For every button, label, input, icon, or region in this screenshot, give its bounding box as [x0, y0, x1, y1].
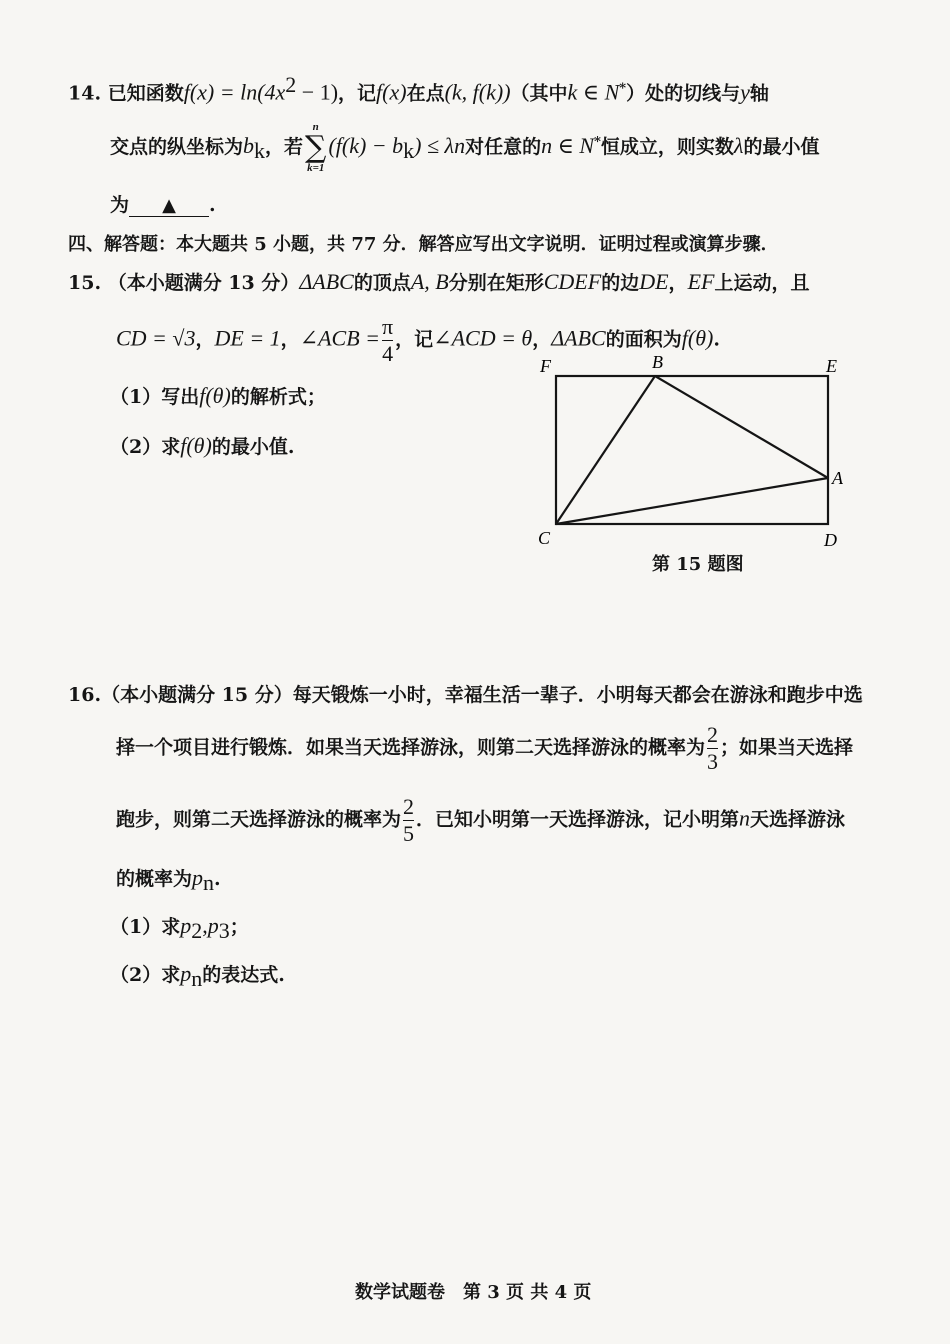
q16-text: 跑步，则第二天选择游泳的概率为 [116, 808, 402, 831]
q15-pi-over-4 [382, 316, 393, 365]
q15-text: 的面积为 [605, 328, 682, 351]
q15-vertices: A, B [410, 269, 449, 294]
q15-figure [520, 350, 860, 580]
q14-text: ，记 [338, 82, 377, 105]
q16-part2 [110, 960, 285, 992]
q16-frac-num: 2 [403, 794, 415, 819]
q16-text: 天选择游泳 [750, 808, 846, 831]
label-e: E [826, 356, 837, 376]
q16-comma: , [202, 913, 208, 938]
q16-frac-2-5 [403, 796, 414, 845]
q15-part2-label: （2）求 [110, 436, 181, 458]
q15-triangle: ΔABC [299, 269, 354, 294]
segment-cb [556, 376, 655, 524]
q16-part1-label: （1）求 [110, 916, 181, 938]
q14-exponent: 2 [285, 72, 297, 97]
q14-k-domain: k ∈ N [567, 79, 620, 105]
q14-fx: f(x) [376, 79, 407, 105]
q15-part2-text: 的最小值. [211, 436, 295, 458]
q15-edge-de: DE [639, 269, 669, 294]
q15-text: ，记 [395, 328, 434, 351]
q14-function-tail: − 1) [296, 79, 339, 105]
q16-frac-den: 5 [403, 821, 415, 846]
q14-text: 交点的纵坐标为 [110, 136, 244, 158]
q15-text: ， [668, 272, 688, 294]
q16-frac-den: 3 [707, 749, 719, 774]
q14-text: 恒成立，则实数 [600, 136, 734, 158]
q14-text: ，若 [265, 136, 304, 158]
q14-text: 为 [110, 194, 130, 216]
q15-text: 的边 [601, 272, 640, 294]
q15-angle-acd: ∠ACD = θ [433, 325, 533, 351]
q14-answer-blank: ▲ [129, 195, 209, 217]
q15-part2 [110, 432, 294, 459]
segment-ba [655, 376, 828, 478]
section4-heading: 四、解答题：本大题共 5 小题，共 77 分．解答应写出文字说明．证明过程或演算步骤． [68, 234, 779, 255]
q15-text: ， [532, 328, 552, 351]
q16-line4 [116, 864, 221, 896]
q15-rect: CDEF [543, 269, 602, 294]
q16-text: ．已知小明第一天选择游泳，记小明第 [416, 808, 740, 831]
q14-lambda: λ [733, 133, 744, 158]
q15-de: DE = 1 [214, 325, 281, 351]
q16-pn2: p [180, 961, 192, 986]
figure-caption: 第 15 题图 [652, 554, 744, 575]
q15-part1-label: （1）写出 [110, 386, 200, 408]
q14-sum-sub: k [403, 137, 415, 163]
q15-number: 15. [68, 272, 102, 294]
label-a: A [832, 468, 843, 488]
q16-text: （本小题满分 15 分）每天锻炼一小时，幸福生活一辈子．小明每天都会在游泳和跑步中选 [101, 684, 863, 706]
q15-text: . [713, 328, 720, 351]
q16-line1 [68, 680, 863, 707]
q16-frac-2-3 [707, 724, 718, 773]
q15-frac-den: 4 [382, 341, 394, 366]
q16-p3-sub: 3 [218, 917, 230, 943]
q14-sum-top: n [312, 121, 319, 133]
q16-line3 [116, 796, 845, 845]
q16-line2 [116, 724, 853, 773]
q16-text: ；如果当天选择 [720, 736, 854, 759]
q14-y: y [740, 79, 750, 105]
q14-bk: b [243, 133, 255, 158]
q14-star: * [619, 81, 627, 96]
q14-bk-sub: k [254, 137, 266, 163]
q16-pn-sub: n [203, 869, 215, 895]
q14-n-domain: n ∈ N [541, 133, 595, 158]
q16-p3: p [207, 913, 219, 938]
q15-edge-ef: EF [687, 269, 715, 294]
page-footer: 数学试题卷 第 3 页 共 4 页 [355, 1282, 592, 1303]
q16-text: 的表达式. [202, 964, 285, 986]
q14-text: . [209, 194, 216, 216]
q14-line2 [110, 122, 819, 174]
q15-text: 上运动，且 [714, 272, 810, 294]
q14-function: f(x) = ln(4x [183, 79, 286, 105]
q14-sum-symbol: ∑ [305, 130, 327, 165]
q16-p2-sub: 2 [191, 917, 203, 943]
q15-text: ， [280, 328, 300, 351]
q16-p2: p [180, 913, 192, 938]
q14-text: ）处的切线与 [626, 82, 741, 105]
q16-pn: p [192, 865, 204, 890]
q14-star: * [594, 134, 601, 150]
q16-frac-num: 2 [707, 722, 719, 747]
q14-sum [305, 122, 326, 174]
q15-text: ， [195, 328, 215, 351]
q16-part2-label: （2）求 [110, 964, 181, 986]
q15-text: （本小题满分 13 分） [107, 272, 300, 294]
q16-text: . [214, 868, 221, 890]
q16-pn2-sub: n [191, 965, 203, 991]
q15-angle-acb: ∠ACB = [299, 325, 381, 351]
q14-number: 14. [68, 82, 102, 105]
q16-part1 [110, 912, 249, 944]
q16-text: ； [229, 916, 249, 938]
q15-triangle: ΔABC [551, 325, 606, 351]
q14-text: 在点 [406, 82, 445, 105]
q14-text: （其中 [510, 82, 568, 105]
q14-text: 对任意的 [465, 136, 542, 158]
q14-text: 轴 [749, 82, 769, 105]
q15-f-theta: f(θ) [681, 325, 714, 351]
q15-part1-f: f(θ) [199, 383, 231, 408]
q15-part1-text: 的解析式； [230, 386, 326, 408]
q15-part1 [110, 382, 326, 409]
q15-part2-f: f(θ) [180, 433, 212, 458]
q14-sum-body: (f(k) − b [328, 133, 404, 158]
label-c: C [538, 528, 551, 548]
q14-sum-bottom: k=1 [307, 162, 325, 174]
label-f: F [540, 356, 551, 376]
q16-n: n [739, 805, 751, 831]
q16-text: 择一个项目进行锻炼．如果当天选择游泳，则第二天选择游泳的概率为 [116, 736, 706, 759]
q15-frac-num: π [382, 314, 394, 339]
q15-line1 [68, 268, 809, 295]
label-d: D [824, 530, 837, 550]
q14-sum-end: ) ≤ λn [414, 133, 466, 158]
segment-ca [556, 478, 828, 524]
q14-point: (k, f(k)) [444, 79, 511, 105]
q16-text: 的概率为 [116, 868, 193, 890]
q14-line1 [68, 72, 769, 105]
q14-text: 的最小值 [743, 136, 820, 158]
q14-line3 [110, 190, 216, 217]
q15-cd: CD = √3 [116, 325, 196, 351]
q16-number: 16. [68, 684, 102, 706]
q15-text: 分别在矩形 [448, 272, 544, 294]
q15-text: 的顶点 [353, 272, 411, 294]
label-b: B [652, 352, 663, 372]
q14-text: 已知函数 [107, 82, 184, 105]
